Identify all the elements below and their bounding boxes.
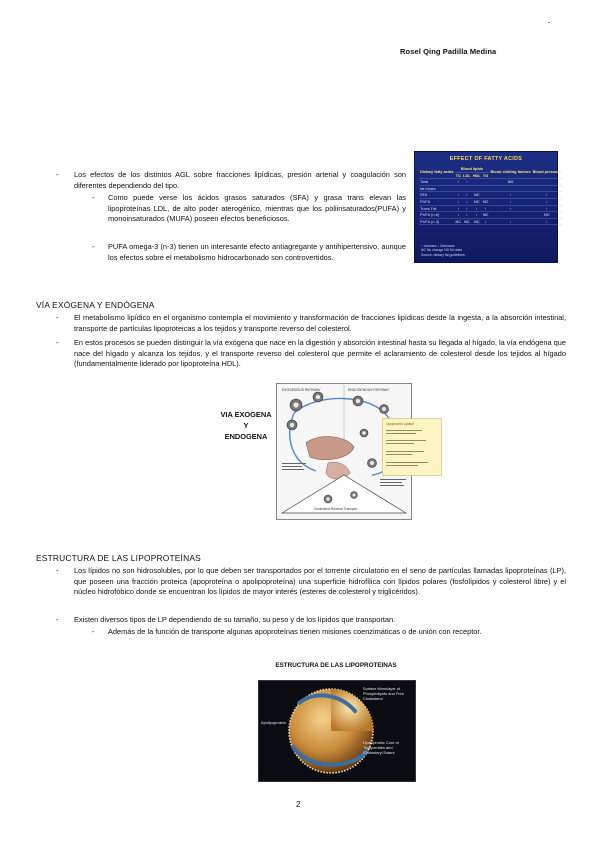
surface-monolayer-label: Surface Monolayer of Phospholipids and Free Cholesterol (363, 686, 404, 701)
text-line (380, 485, 404, 486)
cell-tc: ↑ (455, 179, 463, 186)
text-line (282, 466, 302, 467)
hydrophobic-core-label: Hydrophobic Core of Triglycerides and Cholesteryl Esters (363, 740, 399, 755)
note-line: NC No change ND No data (421, 248, 462, 253)
diagram-legend-box (382, 418, 442, 476)
fatty-acid-row (419, 218, 562, 225)
page-number: 2 (296, 800, 301, 809)
bullet-dash: - (56, 170, 59, 179)
cell-ldl: ↓ (462, 198, 472, 205)
pufa-paragraph: PUFA omega-3 (n-3) tienen un interesante efecto antiagregante y antihipertensivo, aunque los efectos sobre el metabolismo hidrocarbonado son controvertidos. (108, 242, 406, 262)
text-line (282, 463, 306, 464)
cell-hdl: ↓ (472, 205, 482, 212)
text-line (380, 482, 402, 483)
text-line (386, 465, 418, 466)
cell-ldl: ↑ (462, 205, 472, 212)
particle-core-icon (290, 423, 294, 427)
cell-clot (489, 212, 531, 219)
fatty-acid-row (419, 185, 562, 192)
particle-core-icon (326, 497, 330, 501)
fatty-acids-paragraph: Los efectos de los distintos AGL sobre fracciones lipídicas, presión arterial y coagulación son diferentes dependiendo del tipo. (74, 170, 406, 190)
fatty-acid-row (419, 192, 562, 199)
text-line (386, 454, 412, 455)
text-line (386, 433, 416, 434)
cell-name: Trans Fat (419, 205, 455, 212)
text-line (386, 443, 414, 444)
panel-right-title: ENDOGENOUS PATHWAY (348, 388, 390, 392)
fatty-acid-row (419, 205, 562, 212)
col-hdl: HDL (472, 172, 481, 178)
col-kind: Dietary fatty acids (419, 166, 455, 179)
cell-bp: ↓ (532, 198, 563, 205)
corner-mark (548, 22, 550, 23)
cell-hdl (472, 185, 482, 192)
metabolism-paragraph: El metabolismo lipídico en el organismo contempla el movimiento y transformación de fracciones lipídicas desde la ingesta, a la absorción intestinal, transporte de partículas lipoproteicas a los tejidos y transporte reverso del colesterol. (74, 313, 566, 333)
particle-core-icon (316, 395, 320, 399)
cell-bp: NC (532, 212, 563, 219)
sfa-paragraph: Como puede verse los ácidos grasos saturados (SFA) y grasa trans elevan las lipoproteínas LDL, de alto poder aterogénico, mientras que los poliinsaturados(PUFA) y monoinsaturados (MUFA) poseen efectos beneficiosos. (108, 193, 406, 224)
bullet-dash: - (92, 627, 95, 636)
lipoproteins-paragraph: Los lípidos no son hidrosolubles, por lo que deben ser transportados por el torrente circulatorio en el seno de partículas llamadas lipoproteínas (LP), que poseen una fracción proteica (apoproteína o apolipoproteína) una superficie hidrofílica con lípidos polares (fosfolípidos y colesterol libre) y el núcleo hidrofóbico donde se encuentran los lípidos de mayor interés (esteres de colesterol y triglicéridos). (74, 566, 566, 597)
fatty-acid-row (419, 179, 562, 186)
particle-core-icon (293, 402, 298, 407)
cell-hdl (472, 179, 482, 186)
cell-tc: ↓ (455, 198, 463, 205)
col-tg: TG (482, 172, 489, 178)
particle-core-icon (382, 407, 386, 411)
bullet-dash: - (56, 338, 59, 347)
cell-bp: ↓ (532, 218, 563, 225)
cell-ldl: ↓ (462, 212, 472, 219)
cell-clot: ↑ (489, 192, 531, 199)
cell-tg (482, 185, 490, 192)
note-line: ↑ Increase ↓ Decrease (421, 244, 455, 248)
col-tc: TC (455, 172, 461, 178)
legend-background (383, 419, 442, 476)
pathways-paragraph: En estos procesos se pueden distinguir la vía exógena que nace en la digestión y absorción intestinal hasta su llegada al hígado, la vía endógena que nace del hígado y alcanza los tejidos, y el transporte reverso del colesterol que permite el aclaramiento de colesterol desde los tejidos al hígado (fundamentalmente liderado por lipoproteína HDL). (74, 338, 566, 369)
cell-clot: ND (489, 179, 531, 186)
fatty-acids-table (419, 166, 562, 225)
apolipoprotein-label: Apolipoprotein (261, 720, 286, 725)
bullet-dash: - (56, 313, 59, 322)
cell-hdl: NC (472, 192, 482, 199)
cell-bp: ↑ (532, 205, 563, 212)
cell-tg: ↓ (482, 218, 490, 225)
cell-ldl: NC (464, 218, 470, 224)
text-line (386, 451, 424, 452)
cell-tc: ↓ (455, 212, 463, 219)
lipoprotein-structure-figure (258, 680, 416, 782)
diagram-label-line: Y (243, 421, 249, 430)
cell-tc: ↑ (455, 192, 463, 199)
lp-types-paragraph: Existen diversos tipos de LP dependiendo de su tamaño, su peso y de los lípidos que transportan. (74, 615, 396, 624)
bullet-dash: - (56, 615, 59, 624)
cell-bp (532, 185, 563, 192)
cell-name: Total (419, 179, 455, 186)
col-ldl: LDL (463, 172, 471, 178)
fatty-acids-figure-title: EFFECT OF FATTY ACIDS (449, 156, 523, 162)
cell-name: PUFA (419, 198, 455, 205)
cell-name: SFA (419, 192, 455, 199)
cell-tg (482, 179, 490, 186)
cell-ldl: ↑ (462, 179, 472, 186)
cell-tg: ↑ (482, 205, 490, 212)
bullet-dash: - (56, 566, 59, 575)
fatty-acids-notes (421, 244, 465, 257)
legend-title: Lipoprotein Lipase (386, 422, 414, 426)
cell-clot: ↓ (489, 198, 531, 205)
cell-name: fat intake (419, 185, 455, 192)
cell-clot (489, 185, 531, 192)
text-line (386, 462, 428, 463)
section-heading-pathways: VÍA EXÓGENA Y ENDÓGENA (36, 300, 155, 310)
particle-core-icon (362, 431, 366, 435)
diagram-label-line: ENDOGENA (224, 432, 268, 441)
cell-clot: ↑ (489, 205, 531, 212)
diagram-side-label (218, 409, 274, 442)
cell-tc (455, 185, 463, 192)
cell-clot: ↓ (489, 218, 531, 225)
cell-hdl: NC (472, 218, 482, 225)
author-name: Rosel Qing Padilla Medina (400, 47, 497, 56)
cell-name: PUFA (n-6) (419, 212, 455, 219)
cell-tg (482, 192, 490, 199)
cell-tg: NC (482, 212, 489, 218)
text-line (386, 430, 422, 431)
cell-ldl: ↑ (462, 192, 472, 199)
group-pressure: Blood pressure (532, 166, 563, 179)
cell-tc: NC (455, 218, 462, 224)
particle-core-icon (353, 494, 356, 497)
reverse-transport-label: Cholesterol Reverse Transport (314, 507, 358, 511)
group-clotting: Blood clotting factors (489, 166, 531, 179)
cell-tg: NC (482, 198, 489, 204)
section-heading-structure: ESTRUCTURA DE LAS LIPOPROTEÍNAS (36, 553, 201, 563)
bullet-dash: - (92, 242, 95, 251)
text-line (386, 440, 426, 441)
text-line (282, 469, 304, 470)
apoproteins-paragraph: Además de la función de transporte algunas apoproteínas tienen misiones coenzimáticas o de unión con receptor. (108, 627, 482, 636)
fatty-acid-row (419, 198, 562, 205)
text-line (380, 479, 406, 480)
panel-left-title: EXOGENOUS PATHWAY (282, 388, 321, 392)
cell-name: PUFA (n-3) (419, 218, 455, 225)
lp-figure-caption: ESTRUCTURA DE LAS LIPOPROTEINAS (275, 662, 397, 669)
cell-ldl (462, 185, 472, 192)
diagram-label-line: VIA EXOGENA (220, 410, 272, 419)
group-lipids: Blood lipids (455, 166, 490, 172)
particle-core-icon (370, 461, 374, 465)
cell-bp: ↑ (532, 192, 563, 199)
fatty-acids-table-body (419, 179, 562, 225)
fatty-acids-table-figure (414, 151, 562, 263)
cell-hdl: ↓ (472, 212, 482, 219)
cell-bp (532, 179, 563, 186)
cell-tc: ↑ (455, 205, 463, 212)
cell-hdl: NC (472, 198, 482, 205)
note-line: Source: dietary fat guidelines (421, 252, 465, 257)
bullet-dash: - (92, 193, 95, 202)
particle-core-icon (356, 399, 360, 403)
fatty-acid-row (419, 212, 562, 219)
